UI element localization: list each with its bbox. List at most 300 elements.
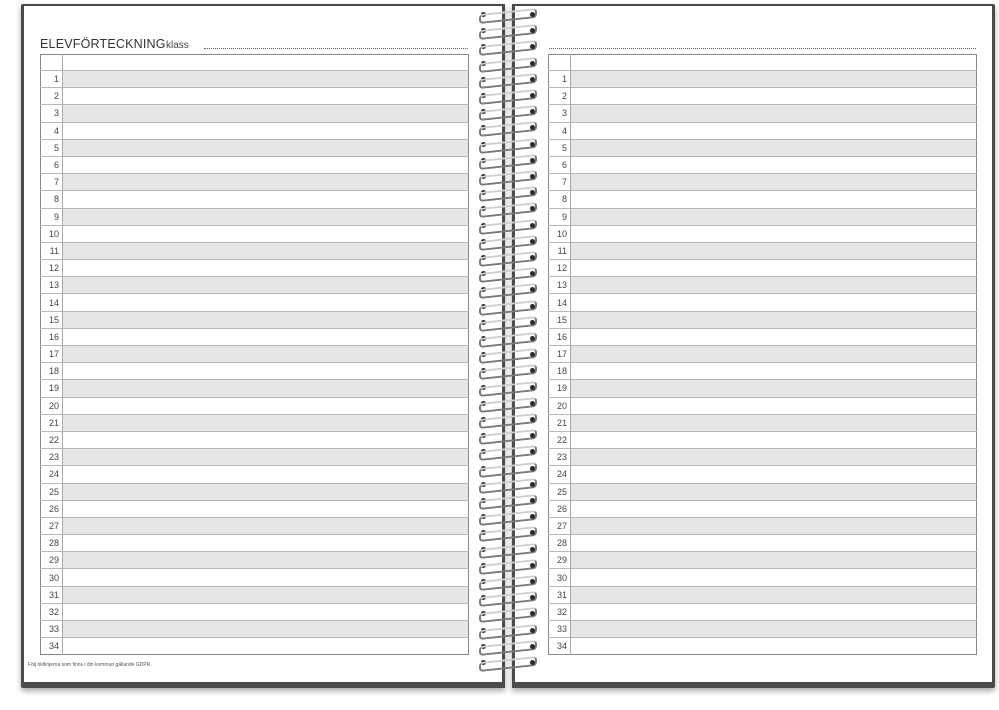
coil-wire	[479, 575, 537, 591]
punch-hole	[530, 174, 535, 179]
coil-wire	[479, 478, 537, 494]
row-number: 4	[549, 122, 571, 139]
spiral-coil	[475, 350, 541, 359]
coil-wire	[479, 381, 537, 397]
spiral-coil	[475, 237, 541, 246]
row-number: 16	[41, 328, 63, 345]
row-number: 23	[549, 449, 571, 466]
spiral-coil	[475, 334, 541, 343]
row-number: 33	[549, 621, 571, 638]
table-row	[549, 328, 977, 345]
coil-wire	[479, 40, 537, 56]
spiral-coil	[475, 383, 541, 392]
row-number: 29	[549, 552, 571, 569]
coil-wire	[479, 24, 537, 40]
table-row	[41, 71, 469, 88]
table-row	[41, 139, 469, 156]
note-entry-cell[interactable]	[571, 88, 977, 105]
spiral-coil	[475, 59, 541, 68]
table-row	[549, 277, 977, 294]
row-number: 3	[41, 105, 63, 122]
row-number: 24	[549, 466, 571, 483]
row-number: 9	[549, 208, 571, 225]
row-number: 20	[41, 397, 63, 414]
note-entry-cell[interactable]	[571, 208, 977, 225]
table-row	[549, 225, 977, 242]
table-row	[41, 603, 469, 620]
name-entry-cell[interactable]	[63, 208, 469, 225]
row-number: 7	[41, 174, 63, 191]
coil-wire	[479, 591, 537, 607]
table-row	[549, 500, 977, 517]
table-row	[549, 517, 977, 534]
gdpr-footnote: Följ riktlinjerna som finns i din kommun gällande GDPR.	[28, 662, 152, 668]
note-entry-cell[interactable]	[571, 586, 977, 603]
row-number: 10	[549, 225, 571, 242]
row-number: 9	[41, 208, 63, 225]
punch-hole	[530, 93, 535, 98]
name-entry-cell[interactable]	[63, 139, 469, 156]
student-roster-left	[40, 54, 469, 655]
table-row	[41, 311, 469, 328]
coil-wire	[479, 57, 537, 73]
note-entry-cell[interactable]	[571, 71, 977, 88]
spiral-coil	[475, 75, 541, 84]
name-entry-cell[interactable]	[63, 414, 469, 431]
spiral-coil	[475, 285, 541, 294]
row-number: 24	[41, 466, 63, 483]
name-entry-cell[interactable]	[63, 586, 469, 603]
table-row	[549, 71, 977, 88]
punch-hole	[530, 158, 535, 163]
table-row	[41, 174, 469, 191]
note-entry-cell[interactable]	[571, 517, 977, 534]
row-number: 13	[549, 277, 571, 294]
table-row	[549, 105, 977, 122]
note-entry-cell[interactable]	[571, 380, 977, 397]
note-entry-cell[interactable]	[571, 242, 977, 259]
coil-wire	[479, 462, 537, 478]
note-entry-cell[interactable]	[571, 174, 977, 191]
row-number: 27	[41, 517, 63, 534]
number-column-header	[41, 55, 63, 71]
name-entry-cell[interactable]	[63, 260, 469, 277]
name-entry-cell[interactable]	[63, 638, 469, 655]
note-entry-cell[interactable]	[571, 260, 977, 277]
punch-hole	[530, 223, 535, 228]
note-entry-cell[interactable]	[571, 191, 977, 208]
coil-wire	[479, 494, 537, 510]
row-number: 1	[41, 71, 63, 88]
name-entry-cell[interactable]	[63, 431, 469, 448]
spiral-coil	[475, 140, 541, 149]
name-entry-cell[interactable]	[63, 242, 469, 259]
note-entry-cell[interactable]	[571, 225, 977, 242]
row-number: 26	[41, 500, 63, 517]
note-entry-cell[interactable]	[571, 363, 977, 380]
row-number: 19	[549, 380, 571, 397]
spiral-coil	[475, 528, 541, 537]
class-label: klass	[166, 40, 189, 51]
row-number: 25	[41, 483, 63, 500]
table-row	[41, 294, 469, 311]
table-row	[41, 105, 469, 122]
row-number: 15	[41, 311, 63, 328]
name-entry-cell[interactable]	[63, 449, 469, 466]
spiral-coil	[475, 431, 541, 440]
row-number: 4	[41, 122, 63, 139]
coil-wire	[479, 89, 537, 105]
table-row	[549, 466, 977, 483]
coil-wire	[479, 73, 537, 89]
table-row	[549, 260, 977, 277]
row-number: 32	[549, 603, 571, 620]
note-entry-cell[interactable]	[571, 328, 977, 345]
coil-wire	[479, 283, 537, 299]
row-number: 13	[41, 277, 63, 294]
table-row	[549, 569, 977, 586]
spiral-coil	[475, 123, 541, 132]
note-entry-cell[interactable]	[571, 449, 977, 466]
punch-hole	[530, 401, 535, 406]
student-roster-right	[548, 54, 977, 655]
table-row	[549, 414, 977, 431]
spiral-coil	[475, 188, 541, 197]
row-number: 21	[549, 414, 571, 431]
spiral-coil	[475, 512, 541, 521]
coil-wire	[479, 640, 537, 656]
row-number: 27	[549, 517, 571, 534]
coil-wire	[479, 186, 537, 202]
row-number: 30	[549, 569, 571, 586]
spiral-coil	[475, 318, 541, 327]
punch-hole	[530, 563, 535, 568]
punch-hole	[530, 12, 535, 17]
right-page	[515, 6, 992, 682]
table-row	[41, 621, 469, 638]
spiral-coil	[475, 464, 541, 473]
note-entry-cell[interactable]	[571, 569, 977, 586]
table-row	[41, 156, 469, 173]
table-header-row	[549, 55, 977, 71]
coil-wire	[479, 445, 537, 461]
name-entry-cell[interactable]	[63, 277, 469, 294]
table-row	[41, 346, 469, 363]
name-entry-cell[interactable]	[63, 174, 469, 191]
table-row	[549, 483, 977, 500]
row-number: 8	[549, 191, 571, 208]
note-entry-cell[interactable]	[571, 603, 977, 620]
note-entry-cell[interactable]	[571, 156, 977, 173]
note-entry-cell[interactable]	[571, 311, 977, 328]
spiral-coil	[475, 10, 541, 19]
table-row	[549, 294, 977, 311]
name-entry-cell[interactable]	[63, 535, 469, 552]
name-entry-cell[interactable]	[63, 517, 469, 534]
punch-hole	[530, 239, 535, 244]
spiral-coil	[475, 626, 541, 635]
table-row	[41, 191, 469, 208]
page-title: ELEVFÖRTECKNING	[40, 37, 166, 51]
note-entry-cell[interactable]	[571, 535, 977, 552]
coil-wire	[479, 251, 537, 267]
row-number: 1	[549, 71, 571, 88]
coil-wire	[479, 397, 537, 413]
name-column-header	[63, 55, 469, 71]
name-entry-cell[interactable]	[63, 380, 469, 397]
coil-wire	[479, 267, 537, 283]
name-entry-cell[interactable]	[63, 621, 469, 638]
table-row	[41, 328, 469, 345]
table-row	[549, 208, 977, 225]
row-number: 28	[41, 535, 63, 552]
table-row	[549, 621, 977, 638]
row-number: 23	[41, 449, 63, 466]
table-row	[549, 242, 977, 259]
coil-wire	[479, 607, 537, 623]
spiral-coil	[475, 561, 541, 570]
row-number: 19	[41, 380, 63, 397]
punch-hole	[530, 417, 535, 422]
spiral-coil	[475, 593, 541, 602]
note-entry-cell[interactable]	[571, 294, 977, 311]
punch-hole	[530, 482, 535, 487]
table-row	[549, 174, 977, 191]
coil-wire	[479, 138, 537, 154]
name-entry-cell[interactable]	[63, 191, 469, 208]
row-number: 5	[549, 139, 571, 156]
coil-wire	[479, 332, 537, 348]
table-row	[41, 466, 469, 483]
row-number: 31	[549, 586, 571, 603]
row-number: 17	[41, 346, 63, 363]
name-entry-cell[interactable]	[63, 483, 469, 500]
row-number: 7	[549, 174, 571, 191]
name-entry-cell[interactable]	[63, 500, 469, 517]
punch-hole	[530, 547, 535, 552]
table-row	[41, 363, 469, 380]
coil-wire	[479, 624, 537, 640]
spiral-coil	[475, 302, 541, 311]
table-row	[41, 208, 469, 225]
table-row	[41, 569, 469, 586]
spiral-coil	[475, 91, 541, 100]
name-entry-cell[interactable]	[63, 122, 469, 139]
row-number: 2	[549, 88, 571, 105]
coil-wire	[479, 510, 537, 526]
row-number: 14	[549, 294, 571, 311]
punch-hole	[530, 498, 535, 503]
row-number: 17	[549, 346, 571, 363]
row-number: 10	[41, 225, 63, 242]
coil-wire	[479, 170, 537, 186]
table-row	[41, 517, 469, 534]
punch-hole	[530, 644, 535, 649]
row-number: 12	[41, 260, 63, 277]
table-row	[41, 380, 469, 397]
coil-wire	[479, 526, 537, 542]
table-row	[549, 397, 977, 414]
punch-hole	[530, 61, 535, 66]
name-entry-cell[interactable]	[63, 397, 469, 414]
spiral-coil	[475, 42, 541, 51]
row-number: 30	[41, 569, 63, 586]
punch-hole	[530, 304, 535, 309]
coil-wire	[479, 235, 537, 251]
table-row	[549, 638, 977, 655]
table-row	[549, 191, 977, 208]
name-entry-cell[interactable]	[63, 363, 469, 380]
spiral-coil	[475, 480, 541, 489]
table-row	[549, 88, 977, 105]
table-row	[41, 638, 469, 655]
row-number: 6	[41, 156, 63, 173]
coil-wire	[479, 316, 537, 332]
row-number: 5	[41, 139, 63, 156]
row-number: 8	[41, 191, 63, 208]
name-entry-cell[interactable]	[63, 328, 469, 345]
table-row	[549, 346, 977, 363]
spiral-binding	[475, 10, 541, 680]
coil-wire	[479, 8, 537, 24]
note-entry-cell[interactable]	[571, 414, 977, 431]
name-column-header	[571, 55, 977, 71]
name-entry-cell[interactable]	[63, 603, 469, 620]
name-entry-cell[interactable]	[63, 88, 469, 105]
coil-wire	[479, 202, 537, 218]
coil-wire	[479, 543, 537, 559]
name-entry-cell[interactable]	[63, 294, 469, 311]
table-row	[549, 380, 977, 397]
row-number: 18	[549, 363, 571, 380]
name-entry-cell[interactable]	[63, 569, 469, 586]
coil-wire	[479, 154, 537, 170]
spiral-coil	[475, 415, 541, 424]
punch-hole	[530, 336, 535, 341]
note-entry-cell[interactable]	[571, 621, 977, 638]
row-number: 33	[41, 621, 63, 638]
spiral-coil	[475, 609, 541, 618]
coil-wire	[479, 656, 537, 672]
row-number: 28	[549, 535, 571, 552]
table-row	[41, 535, 469, 552]
spiral-coil	[475, 204, 541, 213]
note-entry-cell[interactable]	[571, 500, 977, 517]
table-row	[41, 414, 469, 431]
spiral-coil	[475, 253, 541, 262]
table-row	[41, 552, 469, 569]
spiral-coil	[475, 447, 541, 456]
table-row	[41, 431, 469, 448]
table-header-row	[41, 55, 469, 71]
class-write-line[interactable]	[204, 48, 468, 49]
row-number: 20	[549, 397, 571, 414]
row-number: 34	[41, 638, 63, 655]
name-entry-cell[interactable]	[63, 466, 469, 483]
spiral-coil	[475, 577, 541, 586]
punch-hole	[530, 255, 535, 260]
table-row	[549, 122, 977, 139]
table-row	[41, 586, 469, 603]
right-header-write-line[interactable]	[549, 48, 976, 49]
note-entry-cell[interactable]	[571, 105, 977, 122]
table-row	[41, 449, 469, 466]
left-page	[24, 6, 502, 682]
name-entry-cell[interactable]	[63, 346, 469, 363]
table-row	[549, 552, 977, 569]
spiral-coil	[475, 172, 541, 181]
row-number: 32	[41, 603, 63, 620]
table-row	[41, 260, 469, 277]
punch-hole	[530, 77, 535, 82]
punch-hole	[530, 628, 535, 633]
row-number: 29	[41, 552, 63, 569]
punch-hole	[530, 142, 535, 147]
name-entry-cell[interactable]	[63, 225, 469, 242]
name-entry-cell[interactable]	[63, 156, 469, 173]
name-entry-cell[interactable]	[63, 311, 469, 328]
spiral-coil	[475, 545, 541, 554]
row-number: 25	[549, 483, 571, 500]
table-row	[41, 500, 469, 517]
table-row	[41, 88, 469, 105]
note-entry-cell[interactable]	[571, 277, 977, 294]
punch-hole	[530, 660, 535, 665]
punch-hole	[530, 579, 535, 584]
note-entry-cell[interactable]	[571, 139, 977, 156]
table-row	[41, 397, 469, 414]
row-number: 11	[549, 242, 571, 259]
spiral-coil	[475, 496, 541, 505]
coil-wire	[479, 121, 537, 137]
table-row	[549, 431, 977, 448]
coil-wire	[479, 105, 537, 121]
name-entry-cell[interactable]	[63, 552, 469, 569]
note-entry-cell[interactable]	[571, 397, 977, 414]
row-number: 34	[549, 638, 571, 655]
note-entry-cell[interactable]	[571, 466, 977, 483]
note-entry-cell[interactable]	[571, 346, 977, 363]
coil-wire	[479, 300, 537, 316]
note-entry-cell[interactable]	[571, 122, 977, 139]
note-entry-cell[interactable]	[571, 431, 977, 448]
left-header	[40, 33, 468, 53]
table-row	[41, 225, 469, 242]
right-header	[549, 33, 976, 53]
coil-wire	[479, 348, 537, 364]
table-row	[549, 139, 977, 156]
row-number: 21	[41, 414, 63, 431]
spiral-coil	[475, 107, 541, 116]
note-entry-cell[interactable]	[571, 483, 977, 500]
note-entry-cell[interactable]	[571, 552, 977, 569]
spiral-coil	[475, 399, 541, 408]
punch-hole	[530, 466, 535, 471]
row-number: 3	[549, 105, 571, 122]
punch-hole	[530, 320, 535, 325]
row-number: 26	[549, 500, 571, 517]
table-row	[549, 311, 977, 328]
name-entry-cell[interactable]	[63, 105, 469, 122]
table-row	[549, 156, 977, 173]
name-entry-cell[interactable]	[63, 71, 469, 88]
spiral-coil	[475, 658, 541, 667]
table-row	[41, 277, 469, 294]
table-row	[41, 242, 469, 259]
coil-wire	[479, 219, 537, 235]
spiral-coil	[475, 26, 541, 35]
note-entry-cell[interactable]	[571, 638, 977, 655]
